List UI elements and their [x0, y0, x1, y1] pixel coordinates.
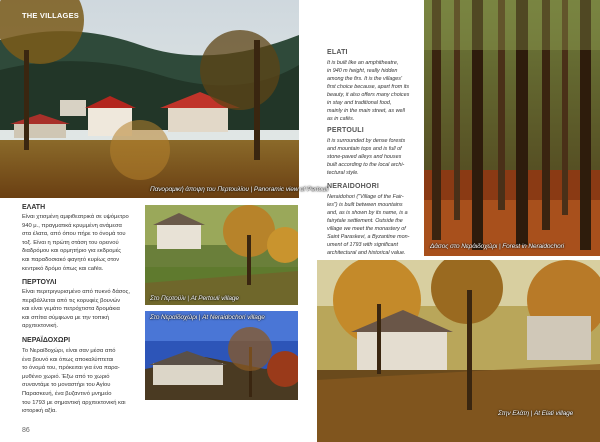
gr-neraidochori-line: ιστορική αξία. [22, 408, 57, 415]
en-neraidohori-title: NERAIDOHORI [327, 183, 379, 190]
gr-pertouli-line: και είναι γεμάτο πετρόχτιστα δρομάκια [22, 306, 120, 313]
panorama-caption: Πανοραμική άποψη του Περτουλίου | Panoramic view of Pertouli [150, 186, 329, 193]
gr-elati-line: διαδρόμου και ορμητήριο για εκδρομές [22, 248, 122, 255]
forest-illustration [424, 0, 600, 256]
en-elati-line: as in cafés. [327, 116, 355, 122]
en-elati-line: among the firs. It is the villages' [327, 76, 403, 82]
gr-pertouli-title: ΠΕΡΤΟΥΛΙ [22, 279, 57, 286]
gr-neraidochori-line: του 1793 με σημαντική αρχιτεκτονική και [22, 399, 126, 406]
en-pertouli-line: It is surrounded by dense forests [327, 138, 406, 144]
neraidochori-forest-photo [424, 0, 600, 256]
gr-elati-line: και παραδοσιακό φαγητό κυρίως στον [22, 256, 120, 263]
neraidochori-caption: Στο Νεραϊδοχώρι | At Neraidochori village [150, 314, 265, 321]
en-neraidohori-line: ument of 1793 with significant [327, 242, 399, 248]
gr-elati-line: στα έλατα, από όπου πήρε το όνομά του [22, 231, 126, 238]
neraidochori-illustration [145, 311, 298, 400]
section-header: THE VILLAGES [22, 11, 79, 20]
en-pertouli-line: built according to the local archi- [327, 162, 405, 168]
forest-caption: Δάσος στο Νεράιδοχώρι | Forest in Neraidochori [430, 243, 565, 250]
en-elati-line: mainly in the main street, as well [327, 108, 405, 114]
gr-neraidochori-line: ένα βουνό και όπως αποκαλύπτεται [22, 356, 114, 363]
pertouli-panorama-photo [0, 0, 299, 198]
en-pertouli-line: stone-paved alleys and houses [327, 154, 402, 160]
en-elati-line: beauty, it also offers many choices [327, 92, 410, 98]
en-neraidohori-line: Neraidohori ("Village of the Fair- [327, 194, 404, 200]
en-neraidohori-body [327, 193, 421, 257]
gr-elati-title: ΕΛΑΤΗ [22, 204, 46, 211]
pertouli-caption: Στο Περτούλι | At Pertouli village [150, 295, 239, 302]
en-elati-body [327, 59, 421, 123]
gr-pertouli-line: Είναι περιτριγυρισμένο από πυκνό δάσος, [22, 289, 131, 295]
en-pertouli-line: tectural style. [327, 170, 359, 176]
en-pertouli-title: PERTOULI [327, 127, 364, 134]
panorama-illustration [0, 0, 299, 198]
en-elati-line: first choice because, apart from its [327, 84, 410, 90]
gr-neraidochori-title: ΝΕΡΑΪΔΟΧΩΡΙ [22, 337, 71, 344]
page-number: 86 [22, 427, 30, 434]
en-pertouli-body [327, 137, 421, 177]
gr-neraidochori-line: συναντάμε το μοναστήρι του Αγίου [22, 382, 111, 389]
gr-pertouli-line: περιβάλλεται από τις κορυφές βουνών [22, 297, 121, 304]
neraidochori-village-photo [145, 311, 298, 400]
en-neraidohori-line: architectural and historical value. [327, 250, 406, 256]
gr-pertouli-line: αρχιτεκτονική. [22, 323, 59, 330]
pertouli-village-photo [145, 205, 298, 305]
en-neraidohori-line: village we meet the monastery of [327, 226, 406, 232]
en-elati-line: It is built like an amphitheatre, [327, 60, 399, 66]
elati-caption: Στην Ελάτη | At Elati village [498, 410, 574, 417]
pertouli-illustration [145, 205, 298, 305]
en-neraidohori-line: ies") is built between mountains [327, 202, 403, 208]
en-neraidohori-line: Saint Paraskevi, a Byzantine mon- [327, 234, 410, 240]
gr-elati-line: κεντρικό δρόμο όπως και cafés. [22, 265, 104, 272]
en-pertouli-line: and mountain tops and is full of [327, 146, 402, 152]
gr-neraidochori-line: μυθένιο χωριό. Έξω από το χωριό [22, 373, 110, 380]
en-elati-line: in stay and traditional food, [327, 100, 392, 106]
gr-neraidochori-line: το όνομά του, πρόκειται για ένα παρα- [22, 365, 120, 372]
gr-pertouli-line: και σπίτια σύμφωνα με την τοπική [22, 314, 110, 321]
en-elati-line: in 940 m height, really hidden [327, 68, 398, 74]
gr-neraidochori-line: Το Νεραϊδοχώρι, είναι σαν μέσα από [22, 348, 116, 354]
gr-pertouli-body [22, 288, 144, 331]
gr-neraidochori-line: Παρασκευή, ένα βυζαντινό μνημείο [22, 390, 112, 397]
en-neraidohori-line: and, as is shown by its name, is a [327, 210, 408, 216]
gr-elati-line: τοξ. Είναι η πρώτη στάση του ορεινού [22, 239, 119, 246]
en-neraidohori-line: fairytale settlement. Outside the [327, 218, 403, 224]
gr-neraidochori-body [22, 347, 144, 416]
gr-elati-body [22, 213, 144, 273]
gr-elati-line: 940 μ., πραγματικά κρυμμένη ανάμεσα [22, 222, 122, 229]
gr-elati-line: Είναι χτισμένη αμφιθεατρικά σε υψόμετρο [22, 214, 129, 220]
en-elati-title: ELATI [327, 49, 348, 56]
